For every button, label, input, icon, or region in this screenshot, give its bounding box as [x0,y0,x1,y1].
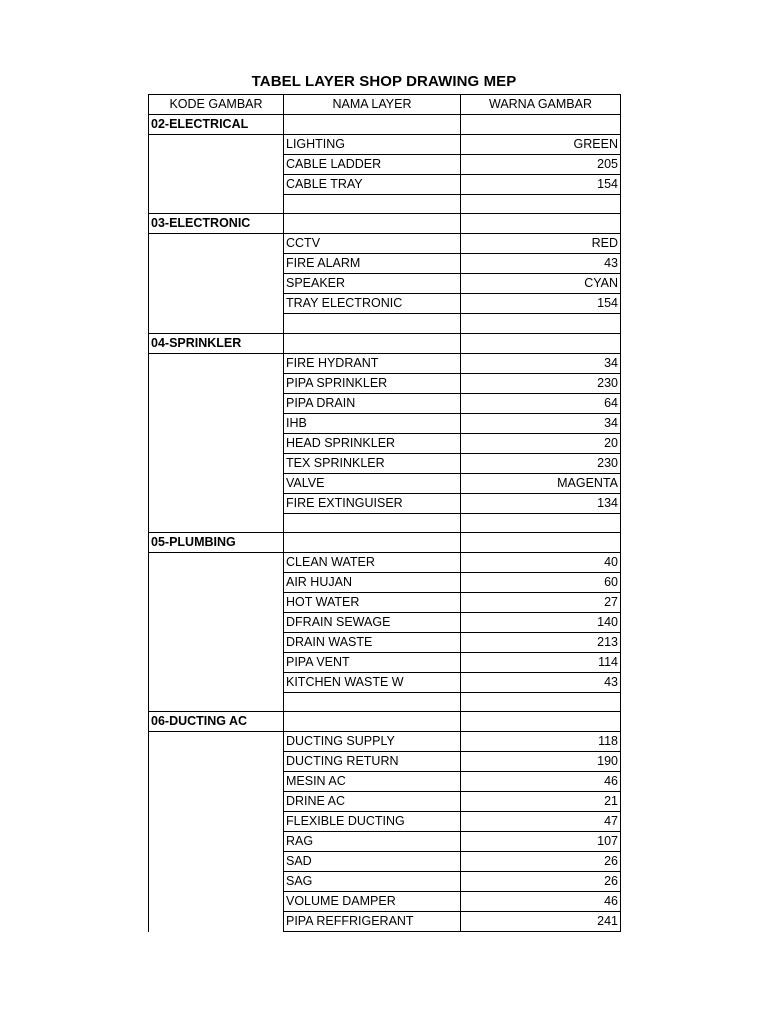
layer-name: RAG [284,832,461,852]
layer-name: DFRAIN SEWAGE [284,612,461,632]
table-row [149,254,621,274]
table-row [149,493,621,513]
table-row [149,892,621,912]
layer-name: IHB [284,413,461,433]
table-row [149,294,621,314]
group-spacer-cell [149,254,284,274]
table-row [149,274,621,294]
spacer-row [149,195,621,214]
group-row [149,333,621,353]
group-spacer-cell [149,692,284,711]
layer-name: HOT WATER [284,592,461,612]
group-spacer-cell [149,892,284,912]
layer-name: SPEAKER [284,274,461,294]
layer-color: 154 [461,294,621,314]
table-row [149,572,621,592]
group-spacer-cell [149,234,284,254]
layer-name: VOLUME DAMPER [284,892,461,912]
group-row [149,214,621,234]
empty-cell [284,333,461,353]
layer-color: 107 [461,832,621,852]
layer-name: MESIN AC [284,772,461,792]
layer-table [148,94,621,932]
table-row [149,373,621,393]
layer-color: MAGENTA [461,473,621,493]
empty-cell [284,214,461,234]
table-row [149,155,621,175]
group-spacer-cell [149,592,284,612]
table-row [149,234,621,254]
layer-name: TRAY ELECTRONIC [284,294,461,314]
group-spacer-cell [149,612,284,632]
group-spacer-cell [149,912,284,932]
layer-color: 118 [461,732,621,752]
group-spacer-cell [149,572,284,592]
layer-color: 213 [461,632,621,652]
table-row [149,632,621,652]
layer-name: FLEXIBLE DUCTING [284,812,461,832]
layer-name: SAG [284,872,461,892]
table-row [149,433,621,453]
layer-color: 205 [461,155,621,175]
empty-cell [461,214,621,234]
table-row [149,652,621,672]
group-spacer-cell [149,812,284,832]
layer-name: DUCTING RETURN [284,752,461,772]
empty-cell [461,712,621,732]
table-row [149,812,621,832]
table-row [149,732,621,752]
layer-name: DUCTING SUPPLY [284,732,461,752]
table-row [149,852,621,872]
empty-cell [461,314,621,333]
empty-cell [284,532,461,552]
group-spacer-cell [149,155,284,175]
table-row [149,353,621,373]
group-code: 06-DUCTING AC [149,712,284,732]
table-row [149,872,621,892]
layer-name: CABLE LADDER [284,155,461,175]
layer-color: 34 [461,353,621,373]
empty-cell [284,692,461,711]
group-spacer-cell [149,513,284,532]
layer-color: 40 [461,552,621,572]
group-spacer-cell [149,552,284,572]
layer-color: 46 [461,772,621,792]
table-row [149,832,621,852]
layer-color: RED [461,234,621,254]
empty-cell [461,692,621,711]
table-header-row [149,95,621,115]
empty-cell [461,195,621,214]
header-kode-gambar: KODE GAMBAR [149,95,284,115]
table-row [149,552,621,572]
empty-cell [461,532,621,552]
layer-name: VALVE [284,473,461,493]
group-spacer-cell [149,792,284,812]
layer-name: DRAIN WASTE [284,632,461,652]
layer-color: 43 [461,672,621,692]
group-spacer-cell [149,175,284,195]
group-spacer-cell [149,752,284,772]
group-spacer-cell [149,493,284,513]
layer-color: 47 [461,812,621,832]
layer-name: LIGHTING [284,135,461,155]
layer-color: 20 [461,433,621,453]
group-spacer-cell [149,413,284,433]
layer-name: DRINE AC [284,792,461,812]
table-row [149,393,621,413]
layer-color: 114 [461,652,621,672]
group-spacer-cell [149,353,284,373]
empty-cell [284,513,461,532]
layer-color: GREEN [461,135,621,155]
table-row [149,135,621,155]
group-spacer-cell [149,872,284,892]
layer-color: 26 [461,852,621,872]
header-nama-layer: NAMA LAYER [284,95,461,115]
group-row [149,115,621,135]
group-spacer-cell [149,672,284,692]
layer-name: FIRE ALARM [284,254,461,274]
layer-name: CCTV [284,234,461,254]
group-code: 03-ELECTRONIC [149,214,284,234]
group-spacer-cell [149,393,284,413]
group-code: 04-SPRINKLER [149,333,284,353]
layer-color: 134 [461,493,621,513]
layer-name: PIPA DRAIN [284,393,461,413]
layer-name: FIRE HYDRANT [284,353,461,373]
spacer-row [149,314,621,333]
group-spacer-cell [149,732,284,752]
layer-color: 230 [461,453,621,473]
layer-color: 230 [461,373,621,393]
table-row [149,912,621,932]
group-spacer-cell [149,453,284,473]
layer-color: 241 [461,912,621,932]
layer-name: PIPA SPRINKLER [284,373,461,393]
table-row [149,413,621,433]
layer-name: CABLE TRAY [284,175,461,195]
layer-color: 64 [461,393,621,413]
table-row [149,473,621,493]
layer-name: PIPA REFFRIGERANT [284,912,461,932]
group-spacer-cell [149,135,284,155]
empty-cell [284,314,461,333]
group-spacer-cell [149,473,284,493]
table-row [149,672,621,692]
empty-cell [284,712,461,732]
spacer-row [149,513,621,532]
layer-color: 21 [461,792,621,812]
header-warna-gambar: WARNA GAMBAR [461,95,621,115]
table-row [149,612,621,632]
table-row [149,772,621,792]
group-row [149,532,621,552]
layer-color: 34 [461,413,621,433]
table-row [149,453,621,473]
table-row [149,175,621,195]
group-spacer-cell [149,294,284,314]
spacer-row [149,692,621,711]
layer-name: HEAD SPRINKLER [284,433,461,453]
empty-cell [284,195,461,214]
empty-cell [461,333,621,353]
group-spacer-cell [149,373,284,393]
group-spacer-cell [149,274,284,294]
group-spacer-cell [149,852,284,872]
layer-color: 190 [461,752,621,772]
group-spacer-cell [149,832,284,852]
group-spacer-cell [149,314,284,333]
layer-color: 27 [461,592,621,612]
table-row [149,792,621,812]
layer-color: 26 [461,872,621,892]
empty-cell [284,115,461,135]
layer-name: TEX SPRINKLER [284,453,461,473]
layer-name: KITCHEN WASTE W [284,672,461,692]
layer-color: 60 [461,572,621,592]
group-code: 02-ELECTRICAL [149,115,284,135]
group-spacer-cell [149,195,284,214]
layer-name: AIR HUJAN [284,572,461,592]
layer-color: CYAN [461,274,621,294]
group-code: 05-PLUMBING [149,532,284,552]
layer-color: 154 [461,175,621,195]
empty-cell [461,115,621,135]
group-row [149,712,621,732]
layer-color: 43 [461,254,621,274]
empty-cell [461,513,621,532]
layer-name: SAD [284,852,461,872]
group-spacer-cell [149,652,284,672]
layer-name: PIPA VENT [284,652,461,672]
page-title: TABEL LAYER SHOP DRAWING MEP [251,73,517,90]
group-spacer-cell [149,772,284,792]
table-body [149,115,621,932]
group-spacer-cell [149,632,284,652]
table-row [149,592,621,612]
table-row [149,752,621,772]
layer-name: FIRE EXTINGUISER [284,493,461,513]
layer-name: CLEAN WATER [284,552,461,572]
layer-color: 46 [461,892,621,912]
group-spacer-cell [149,433,284,453]
layer-color: 140 [461,612,621,632]
